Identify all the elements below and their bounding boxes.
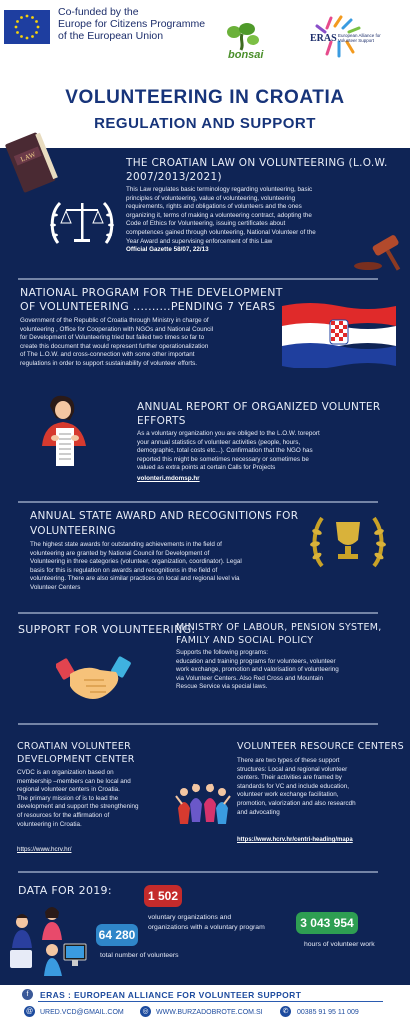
law-book-label: LAW [19, 150, 37, 164]
footer-website[interactable]: WWW.BURZADOBROTE.COM.SI [156, 1009, 263, 1016]
vrc-body: There are two types of these support structures: Local and regional volunteer centers. Their activities are framed by standards for VC and include education, volunteer work exchange facilitation, promotion, valorization and also researcdh and advocating [237, 757, 356, 816]
trophy-wreath-icon [308, 508, 388, 578]
cvdc-body: CVDC is an organization based on membership –members can be local and regional volunteer centers in Croatia. The primary mission of is to lead the development and support the strengthening of resources for the affirmation of volunteering in Croatia. [17, 769, 139, 828]
support-body: Supports the following programs: education and training programs for volunteers, volunteer work exchange, promotion and valorisation of volunteering via Volunteer Centers. Also Red Cross and Mountain Rescue Service via special laws. [176, 649, 339, 691]
hours-label: hours of volunteer work [304, 941, 375, 948]
program-heading-line1: NATIONAL PROGRAM FOR THE DEVELOPMENT [20, 286, 283, 299]
hours-value-badge: 3 043 954 [296, 912, 358, 934]
ministry-heading-line1: MINISTRY OF LABOUR, PENSION SYSTEM, [176, 622, 382, 633]
award-heading-line1: ANNUAL STATE AWARD AND RECOGNITIONS FOR [30, 510, 299, 522]
bonsai-logo-text: bonsai [228, 49, 264, 61]
vrc-link[interactable]: https://www.hcrv.hr/centri-heading/mapa [237, 837, 353, 843]
cvdc-heading-line1: CROATIAN VOLUNTEER [17, 741, 132, 752]
volunteers-value-badge: 64 280 [96, 924, 138, 946]
report-heading-line1: ANNUAL REPORT OF ORGANIZED VOLUNTER [137, 401, 381, 413]
croatia-flag-icon [282, 300, 396, 368]
report-link[interactable]: volonteri.mdomsp.hr [137, 475, 200, 482]
orgs-label-line2: organizations with a voluntary program [148, 924, 265, 931]
cvdc-link[interactable]: https://www.hcrv.hr/ [17, 846, 72, 853]
orgs-label-line1: voluntary organizations and [148, 914, 232, 921]
law-gazette: Official Gazette 58/07, 22/13 [126, 246, 209, 254]
support-heading: SUPPORT FOR VOLUNTEERING: [18, 623, 196, 636]
facebook-icon[interactable]: f [22, 989, 33, 1000]
phone-icon: ✆ [280, 1006, 291, 1017]
section-divider [18, 723, 378, 725]
email-icon: @ [25, 1008, 34, 1015]
handshake-icon [56, 650, 132, 708]
law-body: This Law regulates basic terminology regarding volunteering, basic principles of volunteering, value of volunteering, volunteering requirements, rights and obligations of volunteers and the ones organizing it, terms of making a volunteering contract, adopting the Code of Ethics for Volunteering, issuing certificates about competences gained through volunteering, National Volunteer of the Year Award and supervising enforcement of this Law Official Gazette 58/07, 22/13 [126, 186, 341, 255]
people-group-illustration [172, 778, 234, 836]
footer-email[interactable]: URED.VCD@GMAIL.COM [40, 1009, 124, 1016]
page-title: VOLUNTEERING IN CROATIA [65, 87, 345, 108]
award-heading-line2: VOLUNTEERING [30, 525, 116, 537]
scales-of-justice-icon [44, 189, 120, 259]
law-heading-line2: 2007/2013/2021) [126, 171, 222, 183]
eras-logo-subtitle: European Alliance for Volunteer Support [338, 33, 381, 43]
volunteers-label: total number of volunteers [100, 952, 179, 959]
footer-divider [38, 1001, 383, 1002]
cvdc-heading-line2: DEVELOPMENT CENTER [17, 754, 135, 765]
footer-title: ERAS : EUROPEAN ALLIANCE FOR VOLUNTEER SUPPORT [40, 990, 302, 1000]
eras-logo-text: ERAS [310, 33, 337, 44]
law-heading-line1: THE CROATIAN LAW ON VOLUNTEERING (L.O.W. [126, 157, 388, 169]
eu-flag-icon [4, 10, 50, 44]
program-body: Government of the Republic of Croatia through Ministry in charge of volunteering , Office for Cooperation with NGOs and National Council for Development of Volunteering tried but failed two times so far to create this document that would represent further operationalization of The L.O.W. and cross-connection with some other important regulations in order to support sustainability of volunteer efforts. [20, 317, 214, 367]
report-heading-line2: EFFORTS [137, 415, 186, 427]
woman-with-report-illustration [28, 392, 100, 476]
cofund-text: Co-funded by the Europe for Citizens Programme of the European Union [58, 6, 206, 42]
section-divider [18, 278, 378, 280]
vrc-heading: VOLUNTEER RESOURCE CENTERS [237, 741, 404, 752]
orgs-value-badge: 1 502 [144, 885, 182, 907]
gavel-icon [346, 232, 408, 272]
program-heading-line2: OF VOLUNTEERING ..........PENDING 7 YEARS [20, 300, 276, 313]
ministry-heading-line2: FAMILY AND SOCIAL POLICY [176, 635, 314, 646]
footer-phone[interactable]: 00385 91 95 11 009 [297, 1009, 359, 1016]
volunteers-with-computers-illustration [6, 904, 88, 982]
award-body: The highest state awards for outstanding achievements in the field of volunteering are granted by National Council for Development of Volunteering in three categories (volunteer, organization, coordinator). Legal basis for this is regulation on awards and recognitions in the field of volunteering. There are also similar practices on local and regional level via Volunteer Centers [30, 541, 242, 591]
report-body: As a voluntary organization you are obliged to the L.O.W. toreport your annual statistics of volunteer activities (people, hours, demographic, total costs etc...). Confirmation that the NGO has reported this might be sometimes necessary or sometimes be valued as extra points at certain Calls for Projects [137, 430, 320, 472]
section-divider [18, 501, 378, 503]
page-subtitle: REGULATION AND SUPPORT [94, 115, 316, 132]
data-heading: DATA FOR 2019: [18, 884, 112, 897]
globe-icon: ◎ [140, 1006, 151, 1017]
section-divider [18, 612, 378, 614]
section-divider [18, 871, 378, 873]
